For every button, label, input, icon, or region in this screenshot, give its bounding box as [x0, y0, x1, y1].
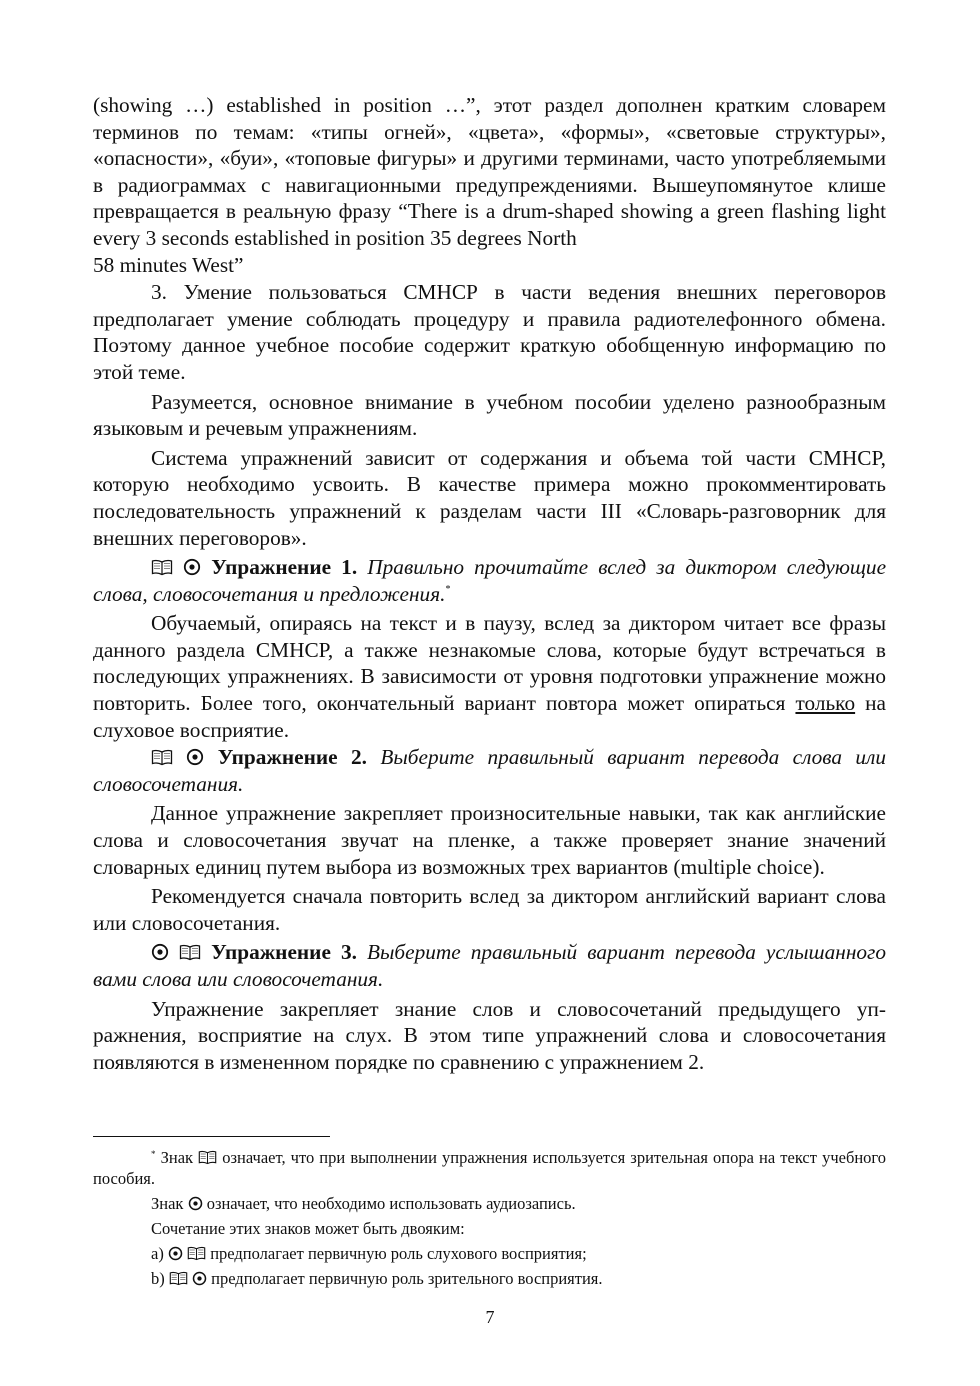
footnote-mark: * — [445, 583, 451, 595]
open-book-icon — [151, 749, 173, 766]
paragraph-2: 3. Умение пользоваться СМНСР в части ведения внешних переговоров предполагает умение соблюдать процедуру и правила радиотелефонного обмена. Поэтому данное учебное пособие содержит краткую обобщенную информацию по этой теме. — [93, 280, 886, 384]
audio-disc-icon — [192, 1271, 207, 1286]
underlined-word: только — [795, 691, 856, 716]
paragraph-9: Рекомендуется сначала повторить вслед за диктором английский вариант слова или словосочетания. — [93, 884, 886, 935]
footnote-1-end: означает, что при выполнении упражнения используется зрительная опора на текст учебного пособия. — [93, 1148, 887, 1188]
paragraph-3: Разумеется, основное внимание в учебном пособии уделено разнообразным языковым и речевым упражнениям. — [93, 389, 886, 441]
footnote-4-prefix: а) — [151, 1244, 164, 1263]
paragraph-11: Упражнение закрепляет знание слов и словосочетаний предыдущего упражнения, восприятие на слух. В этом типе упражнений слова и словосочетания появляются в измененном порядке по сравнению с упражнением 2. — [93, 996, 886, 1074]
open-book-icon — [198, 1150, 217, 1165]
footnote-divider — [93, 1136, 330, 1137]
open-book-icon — [151, 559, 173, 576]
exercise-3-heading — [93, 939, 886, 992]
footnote-5-end: предполагает первичную роль зрительного восприятия. — [211, 1269, 603, 1288]
paragraph-6-end: на слуховое восприятие. — [93, 691, 886, 742]
audio-disc-icon — [188, 1196, 203, 1211]
footnotes — [93, 1147, 886, 1293]
footnote-4-end: предполагает первичную роль слухового восприятия; — [210, 1244, 587, 1263]
main-text — [93, 92, 886, 1078]
paragraph-6-text: Обучаемый, опираясь на текст и в паузу, вслед за диктором читает все фразы данного раздела СМНСР, а также незнакомые слова, которые будут встречаться в последующих упражнениях. В зависимости от уровня подготовки упражнение можно повторить. Более того, окончательный вариант повтора может опираться — [93, 611, 886, 716]
open-book-icon — [179, 944, 201, 961]
paragraph-1-text: (showing …) established in position …”, этот раздел дополнен кратким словарем терминов по темам: «типы огней», «цвета», «формы», «световые структуры», «опасности», «буи», «топовые фигуры» и другими терминами, часто употребляемыми в радиограммах с навигационными предупреждениями. Вышеупомянутое клише превращается в реальную фразу “There is a drum-shaped showing a green flashing light every 3 seconds established in position 35 degrees North — [93, 93, 886, 250]
exercise-2-heading — [93, 744, 886, 797]
open-book-icon — [187, 1246, 206, 1261]
exercise-1-heading — [93, 554, 886, 607]
paragraph-6 — [93, 610, 886, 743]
footnote-mark: * — [151, 1149, 156, 1159]
paragraph-8: Данное упражнение закрепляет произносительные навыки, так как английские слова и словосочетания звучат на пленке, а также проверяет знание значений словарных единиц путем выбора из возможных трех вариантов (multiple choice). — [93, 801, 886, 879]
exercise-1-task: Правильно прочитайте вслед за диктором следующие слова, словосочетания и предложения. — [93, 555, 887, 606]
audio-disc-icon — [168, 1246, 183, 1261]
exercise-2-task: Выберите правильный вариант перевода слова или словосочетания. — [93, 745, 887, 796]
exercise-1-label: Упражнение 1. — [211, 555, 358, 580]
footnote-2-end: означает, что необходимо использовать аудиозапись. — [206, 1194, 576, 1213]
open-book-icon — [169, 1271, 188, 1286]
footnote-5 — [93, 1268, 886, 1289]
page-number: 7 — [485, 1307, 495, 1327]
footnote-1 — [93, 1147, 886, 1189]
audio-disc-icon — [183, 558, 201, 576]
paragraph-1 — [93, 92, 886, 278]
footnote-4 — [93, 1243, 886, 1264]
exercise-3-label: Упражнение 3. — [211, 940, 357, 965]
footnote-2-start: Знак — [151, 1194, 184, 1213]
paragraph-4: Система упражнений зависит от содержания и объема той части СМНСР, которую необходимо усвоить. В качестве примера можно прокомментировать последовательность упражнений к разделам части III «Словарь-разговорник для внешних переговоров». — [93, 445, 886, 550]
audio-disc-icon — [186, 748, 204, 766]
exercise-2-label: Упражнение 2. — [217, 745, 367, 770]
audio-disc-icon — [151, 943, 169, 961]
exercise-3-task: Выберите правильный вариант перевода услышанного вами слова или словосочетания. — [93, 940, 886, 991]
paragraph-1-end: 58 minutes West” — [93, 252, 244, 277]
footnote-2 — [93, 1193, 886, 1214]
footnote-5-prefix: b) — [151, 1269, 165, 1288]
footnote-3: Сочетание этих знаков может быть двояким: — [151, 1219, 465, 1238]
footnote-1-start: Знак — [160, 1148, 194, 1167]
